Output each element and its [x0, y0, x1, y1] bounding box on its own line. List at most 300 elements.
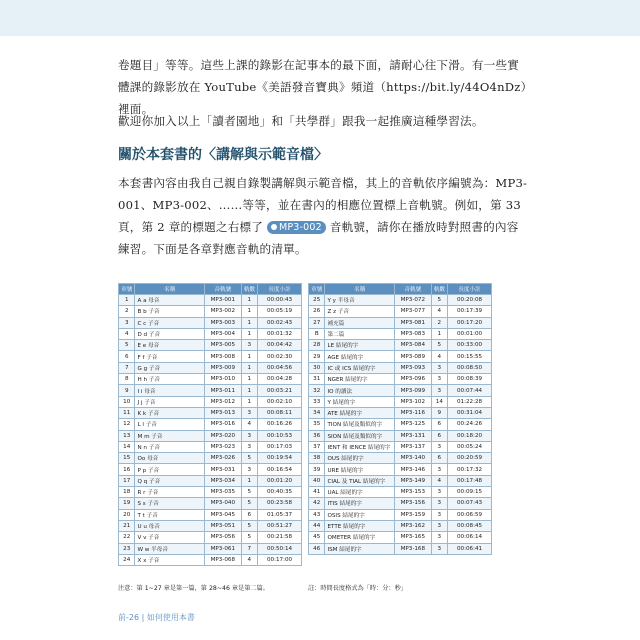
column-header-track-count: 軌數: [431, 284, 447, 295]
cell-name: S s 子音: [135, 498, 205, 509]
cell-duration: 00:17:00: [258, 554, 302, 565]
cell-track-no: MP3-009: [205, 362, 242, 373]
cell-chapter-no: 28: [309, 340, 325, 351]
table-row: [309, 520, 492, 531]
cell-duration: 00:08:45: [448, 520, 492, 531]
cell-track-no: MP3-011: [205, 385, 242, 396]
cell-duration: 00:16:54: [258, 464, 302, 475]
audio-description-text-b: 音軌號，請你在播放時對照書的內容練習。下面是各章對應音軌的清單。: [118, 220, 519, 256]
cell-duration: 00:23:58: [258, 498, 302, 509]
cell-track-count: 1: [241, 306, 257, 317]
cell-track-no: MP3-165: [395, 532, 432, 543]
cell-track-no: MP3-010: [205, 374, 242, 385]
cell-track-count: 3: [241, 407, 257, 418]
table-row: [309, 407, 492, 418]
cell-duration: 00:17:03: [258, 441, 302, 452]
cell-track-count: 14: [431, 396, 447, 407]
cell-track-count: 3: [431, 543, 447, 554]
cell-name: IO 的讀法: [325, 385, 395, 396]
cell-track-count: 1: [241, 385, 257, 396]
cell-track-count: 4: [431, 475, 447, 486]
cell-chapter-no: 33: [309, 396, 325, 407]
cell-track-count: 1: [241, 362, 257, 373]
cell-chapter-no: 26: [309, 306, 325, 317]
cell-duration: 00:01:00: [448, 328, 492, 339]
cell-chapter-no: 43: [309, 509, 325, 520]
cell-track-no: MP3-040: [205, 498, 242, 509]
cell-track-no: MP3-016: [205, 419, 242, 430]
cell-duration: 00:04:42: [258, 340, 302, 351]
cell-name: R r 子音: [135, 487, 205, 498]
cell-track-no: MP3-045: [205, 509, 242, 520]
audio-description-text-a: 本套書內容由我自己親自錄製講解與示範音檔，其上的音軌依序編號為：MP3-001、MP3-002、……等等，並在書內的相應位置標上音軌號。例如，第 33 頁，第 2 章的標題之右標了: [118, 176, 528, 234]
cell-chapter-no: 40: [309, 475, 325, 486]
cell-name: Oo 母音: [135, 453, 205, 464]
cell-chapter-no: 45: [309, 532, 325, 543]
cell-track-no: MP3-001: [205, 295, 242, 306]
column-header-name: 名稱: [135, 284, 205, 295]
cell-name: G g 子音: [135, 362, 205, 373]
chapter-note: 注意：第 1~27 章是第一篇，第 28~46 章是第二篇。: [118, 585, 269, 592]
table-row: [309, 498, 492, 509]
cell-track-count: 3: [431, 520, 447, 531]
cell-track-no: MP3-023: [205, 441, 242, 452]
cell-track-no: MP3-056: [205, 532, 242, 543]
cell-duration: 00:50:14: [258, 543, 302, 554]
cell-chapter-no: 32: [309, 385, 325, 396]
cell-chapter-no: 46: [309, 543, 325, 554]
top-band: [0, 0, 640, 36]
cell-track-no: MP3-149: [395, 475, 432, 486]
column-header-chapter-no: 章號: [119, 284, 135, 295]
cell-track-no: MP3-162: [395, 520, 432, 531]
cell-duration: 01:05:37: [258, 509, 302, 520]
table-row: [119, 464, 302, 475]
cell-duration: 00:08:39: [448, 374, 492, 385]
cell-track-count: 1: [241, 317, 257, 328]
column-header-duration: 長度小計: [258, 284, 302, 295]
cell-chapter-no: 44: [309, 520, 325, 531]
cell-chapter-no: 10: [119, 396, 135, 407]
cell-duration: 00:17:48: [448, 475, 492, 486]
cell-name: URE 結尾的字: [325, 464, 395, 475]
cell-name: M m 子音: [135, 430, 205, 441]
cell-duration: 00:31:04: [448, 407, 492, 418]
cell-chapter-no: 20: [119, 509, 135, 520]
cell-name: NGER 結尾的字: [325, 374, 395, 385]
cell-name: T t 子音: [135, 509, 205, 520]
table-row: [119, 532, 302, 543]
cell-track-count: 4: [431, 306, 447, 317]
cell-name: P p 子音: [135, 464, 205, 475]
cell-track-count: 2: [431, 317, 447, 328]
audio-description-paragraph: [118, 172, 528, 260]
cell-track-no: MP3-093: [395, 362, 432, 373]
column-header-duration: 長度小計: [448, 284, 492, 295]
cell-name: C c 子音: [135, 317, 205, 328]
cell-name: B b 子音: [135, 306, 205, 317]
table-row: [309, 351, 492, 362]
table-row: [119, 554, 302, 565]
table-row: [119, 295, 302, 306]
cell-chapter-no: 22: [119, 532, 135, 543]
cell-track-count: 1: [241, 328, 257, 339]
table-row: [309, 464, 492, 475]
cell-duration: 00:19:54: [258, 453, 302, 464]
table-header-row: [119, 284, 302, 295]
cell-name: OSIS 結尾的字: [325, 509, 395, 520]
table-row: [119, 509, 302, 520]
cell-duration: 00:10:53: [258, 430, 302, 441]
section-heading: 關於本套書的〈講解與示範音檔〉: [118, 147, 328, 163]
column-header-name: 名稱: [325, 284, 395, 295]
cell-track-no: MP3-008: [205, 351, 242, 362]
cell-chapter-no: 21: [119, 520, 135, 531]
cell-track-count: 5: [241, 498, 257, 509]
cell-track-count: 9: [431, 407, 447, 418]
cell-chapter-no: 36: [309, 430, 325, 441]
cell-duration: 00:01:20: [258, 475, 302, 486]
cell-chapter-no: 19: [119, 498, 135, 509]
cell-track-count: 6: [431, 430, 447, 441]
table-row: [119, 317, 302, 328]
table-row: [309, 419, 492, 430]
cell-duration: 00:07:44: [448, 385, 492, 396]
cell-track-no: MP3-034: [205, 475, 242, 486]
cell-duration: 00:04:56: [258, 362, 302, 373]
cell-chapter-no: 25: [309, 295, 325, 306]
table-row: [119, 543, 302, 554]
track-badge: [267, 221, 326, 234]
cell-chapter-no: 4: [119, 328, 135, 339]
cell-duration: 00:24:26: [448, 419, 492, 430]
cell-name: Q q 子音: [135, 475, 205, 486]
cell-chapter-no: 35: [309, 419, 325, 430]
cell-name: U u 母音: [135, 520, 205, 531]
cell-track-no: MP3-026: [205, 453, 242, 464]
cell-track-count: 3: [431, 385, 447, 396]
cell-chapter-no: 24: [119, 554, 135, 565]
cell-track-count: 4: [241, 419, 257, 430]
table-body-left: [119, 295, 302, 566]
table-row: [309, 328, 492, 339]
cell-name: J j 子音: [135, 396, 205, 407]
cell-duration: 00:17:39: [448, 306, 492, 317]
cell-name: D d 子音: [135, 328, 205, 339]
cell-track-count: 5: [241, 520, 257, 531]
cell-name: OMETER 結尾的字: [325, 532, 395, 543]
table-row: [309, 453, 492, 464]
cell-track-no: MP3-137: [395, 441, 432, 452]
table-row: [309, 374, 492, 385]
cell-name: L l 子音: [135, 419, 205, 430]
cell-track-count: 3: [431, 509, 447, 520]
table-row: [119, 306, 302, 317]
table-row: [309, 430, 492, 441]
cell-chapter-no: 17: [119, 475, 135, 486]
table-body-right: [309, 295, 492, 555]
table-row: [119, 419, 302, 430]
table-row: [309, 385, 492, 396]
cell-track-count: 3: [241, 340, 257, 351]
cell-track-count: 3: [431, 487, 447, 498]
cell-track-no: MP3-002: [205, 306, 242, 317]
cell-track-count: 5: [431, 340, 447, 351]
cell-name: ATE 結尾的字: [325, 407, 395, 418]
table-row: [309, 543, 492, 554]
cell-name: Y 結尾的字: [325, 396, 395, 407]
cell-track-no: MP3-051: [205, 520, 242, 531]
cell-duration: 00:05:24: [448, 441, 492, 452]
cell-chapter-no: 27: [309, 317, 325, 328]
cell-name: ITIS 結尾的字: [325, 498, 395, 509]
table-row: [309, 340, 492, 351]
cell-chapter-no: 8: [119, 374, 135, 385]
cell-track-no: MP3-159: [395, 509, 432, 520]
cell-name: N n 子音: [135, 441, 205, 452]
cell-track-count: 3: [431, 498, 447, 509]
cell-track-count: 1: [241, 295, 257, 306]
table-row: [119, 328, 302, 339]
cell-duration: 01:22:28: [448, 396, 492, 407]
cell-track-no: MP3-156: [395, 498, 432, 509]
table-row: [309, 532, 492, 543]
cell-chapter-no: 6: [119, 351, 135, 362]
cell-chapter-no: 16: [119, 464, 135, 475]
cell-track-no: MP3-081: [395, 317, 432, 328]
intro-paragraph: 卷題目」等等。這些上課的錄影在記事本的最下面，請耐心往下滑。有一些實體課的錄影放在 YouTube《美語發音寶典》頻道（https://bit.ly/44O4nDz）裡面。: [118, 58, 527, 116]
cell-duration: 00:08:50: [448, 362, 492, 373]
table-row: [119, 520, 302, 531]
column-header-track-no: 音軌號: [205, 284, 242, 295]
cell-track-count: 3: [241, 464, 257, 475]
cell-chapter-no: 14: [119, 441, 135, 452]
cell-chapter-no: 34: [309, 407, 325, 418]
cell-duration: 00:05:19: [258, 306, 302, 317]
cell-chapter-no: 13: [119, 430, 135, 441]
cell-track-no: MP3-077: [395, 306, 432, 317]
cell-track-no: MP3-089: [395, 351, 432, 362]
cell-track-count: 3: [241, 441, 257, 452]
track-badge-label: MP3-002: [278, 222, 322, 233]
cell-track-no: MP3-146: [395, 464, 432, 475]
table-row: [309, 295, 492, 306]
cell-track-count: 3: [241, 430, 257, 441]
cell-track-count: 1: [431, 328, 447, 339]
cell-name: IENT 和 IENCE 結尾的字: [325, 441, 395, 452]
cell-name: F f 子音: [135, 351, 205, 362]
cell-name: AGE 結尾的字: [325, 351, 395, 362]
table-header-row: [309, 284, 492, 295]
cell-track-count: 3: [431, 464, 447, 475]
cell-duration: 00:02:43: [258, 317, 302, 328]
cell-track-no: MP3-084: [395, 340, 432, 351]
cell-track-count: 6: [431, 453, 447, 464]
cell-duration: 00:20:08: [448, 295, 492, 306]
cell-name: V v 子音: [135, 532, 205, 543]
cell-duration: 00:20:59: [448, 453, 492, 464]
cell-duration: 00:18:20: [448, 430, 492, 441]
table-row: [119, 351, 302, 362]
cell-name: W w 半母音: [135, 543, 205, 554]
cell-track-no: MP3-072: [395, 295, 432, 306]
cell-track-no: MP3-168: [395, 543, 432, 554]
cell-track-no: MP3-083: [395, 328, 432, 339]
cell-track-no: MP3-099: [395, 385, 432, 396]
cell-chapter-no: 3: [119, 317, 135, 328]
cell-track-count: 3: [431, 362, 447, 373]
track-table-right: [308, 283, 492, 555]
cell-track-no: MP3-020: [205, 430, 242, 441]
cell-track-no: MP3-068: [205, 554, 242, 565]
cell-track-no: MP3-096: [395, 374, 432, 385]
cell-chapter-no: 29: [309, 351, 325, 362]
cell-name: UAL 結尾的字: [325, 487, 395, 498]
cell-track-count: 4: [241, 554, 257, 565]
cell-name: H h 子音: [135, 374, 205, 385]
cell-duration: 00:03:21: [258, 385, 302, 396]
cell-track-no: MP3-153: [395, 487, 432, 498]
table-row: [309, 362, 492, 373]
table-row: [119, 374, 302, 385]
cell-name: CIAL 及 TIAL 結尾的字: [325, 475, 395, 486]
cell-chapter-no: 18: [119, 487, 135, 498]
cell-name: SION 結尾及類似的字: [325, 430, 395, 441]
cell-track-no: MP3-140: [395, 453, 432, 464]
cell-track-no: MP3-005: [205, 340, 242, 351]
cell-name: Y y 半母音: [325, 295, 395, 306]
cell-duration: 00:04:28: [258, 374, 302, 385]
cell-track-no: MP3-131: [395, 430, 432, 441]
cell-chapter-no: 23: [119, 543, 135, 554]
cell-track-count: 5: [241, 487, 257, 498]
cell-chapter-no: 38: [309, 453, 325, 464]
audio-icon: [271, 224, 277, 230]
cell-name: Z z 子音: [325, 306, 395, 317]
column-header-chapter-no: 章號: [309, 284, 325, 295]
table-row: [309, 317, 492, 328]
cell-track-count: 1: [241, 396, 257, 407]
cell-name: I i 母音: [135, 385, 205, 396]
cell-name: ETTE 結尾的字: [325, 520, 395, 531]
cell-duration: 00:21:58: [258, 532, 302, 543]
cell-duration: 00:06:41: [448, 543, 492, 554]
cell-name: X x 子音: [135, 554, 205, 565]
cell-track-no: MP3-012: [205, 396, 242, 407]
cell-track-no: MP3-125: [395, 419, 432, 430]
cell-duration: 00:51:27: [258, 520, 302, 531]
cell-name: TION 結尾及類似的字: [325, 419, 395, 430]
cell-chapter-no: 15: [119, 453, 135, 464]
cell-name: K k 子音: [135, 407, 205, 418]
cell-track-count: 5: [431, 295, 447, 306]
cell-track-count: 3: [431, 441, 447, 452]
cell-chapter-no: 2: [119, 306, 135, 317]
cell-name: LE 結尾的字: [325, 340, 395, 351]
table-row: [309, 509, 492, 520]
cell-name: 補充篇: [325, 317, 395, 328]
cell-duration: 00:15:55: [448, 351, 492, 362]
table-row: [119, 441, 302, 452]
cell-chapter-no: 1: [119, 295, 135, 306]
cell-track-count: 1: [241, 374, 257, 385]
table-row: [119, 453, 302, 464]
cell-name: IC 或 ICS 結尾的字: [325, 362, 395, 373]
cell-track-no: MP3-116: [395, 407, 432, 418]
cell-track-count: 7: [241, 543, 257, 554]
cell-chapter-no: 5: [119, 340, 135, 351]
cell-track-no: MP3-004: [205, 328, 242, 339]
track-table-left: [118, 283, 302, 566]
cell-chapter-no: 9: [119, 385, 135, 396]
cell-chapter-no: 30: [309, 362, 325, 373]
cell-track-count: 3: [431, 374, 447, 385]
column-header-track-count: 軌數: [241, 284, 257, 295]
cell-duration: 00:01:32: [258, 328, 302, 339]
cell-duration: 00:06:59: [448, 509, 492, 520]
cell-track-no: MP3-013: [205, 407, 242, 418]
cell-name: E e 母音: [135, 340, 205, 351]
table-row: [119, 396, 302, 407]
cell-track-count: 5: [241, 453, 257, 464]
cell-duration: 00:08:11: [258, 407, 302, 418]
cell-duration: 00:07:43: [448, 498, 492, 509]
cell-chapter-no: 12: [119, 419, 135, 430]
table-row: [309, 475, 492, 486]
cell-name: ISM 結尾的字: [325, 543, 395, 554]
cell-duration: 00:33:00: [448, 340, 492, 351]
table-row: [119, 430, 302, 441]
table-row: [119, 498, 302, 509]
table-row: [119, 340, 302, 351]
cell-track-no: MP3-061: [205, 543, 242, 554]
cell-duration: 00:06:14: [448, 532, 492, 543]
cell-duration: 00:00:43: [258, 295, 302, 306]
table-row: [119, 385, 302, 396]
cell-name: OUS 結尾的字: [325, 453, 395, 464]
welcome-paragraph: 歡迎你加入以上「讀者園地」和「共學群」跟我一起推廣這種學習法。: [118, 114, 484, 128]
cell-duration: 00:17:32: [448, 464, 492, 475]
cell-duration: 00:40:35: [258, 487, 302, 498]
column-header-track-no: 音軌號: [395, 284, 432, 295]
cell-track-no: MP3-035: [205, 487, 242, 498]
cell-track-count: 5: [241, 532, 257, 543]
cell-chapter-no: B: [309, 328, 325, 339]
cell-duration: 00:09:15: [448, 487, 492, 498]
cell-duration: 00:02:10: [258, 396, 302, 407]
cell-track-no: MP3-003: [205, 317, 242, 328]
cell-track-no: MP3-102: [395, 396, 432, 407]
cell-track-no: MP3-031: [205, 464, 242, 475]
cell-track-count: 6: [431, 419, 447, 430]
cell-chapter-no: 39: [309, 464, 325, 475]
cell-duration: 00:16:26: [258, 419, 302, 430]
table-row: [119, 487, 302, 498]
cell-name: A a 母音: [135, 295, 205, 306]
cell-duration: 00:17:20: [448, 317, 492, 328]
cell-duration: 00:02:30: [258, 351, 302, 362]
table-row: [119, 407, 302, 418]
table-row: [309, 306, 492, 317]
cell-chapter-no: 31: [309, 374, 325, 385]
cell-name: 第二篇: [325, 328, 395, 339]
cell-track-count: 6: [241, 509, 257, 520]
cell-chapter-no: 41: [309, 487, 325, 498]
cell-track-count: 1: [241, 351, 257, 362]
table-row: [309, 487, 492, 498]
cell-chapter-no: 7: [119, 362, 135, 373]
table-row: [119, 362, 302, 373]
